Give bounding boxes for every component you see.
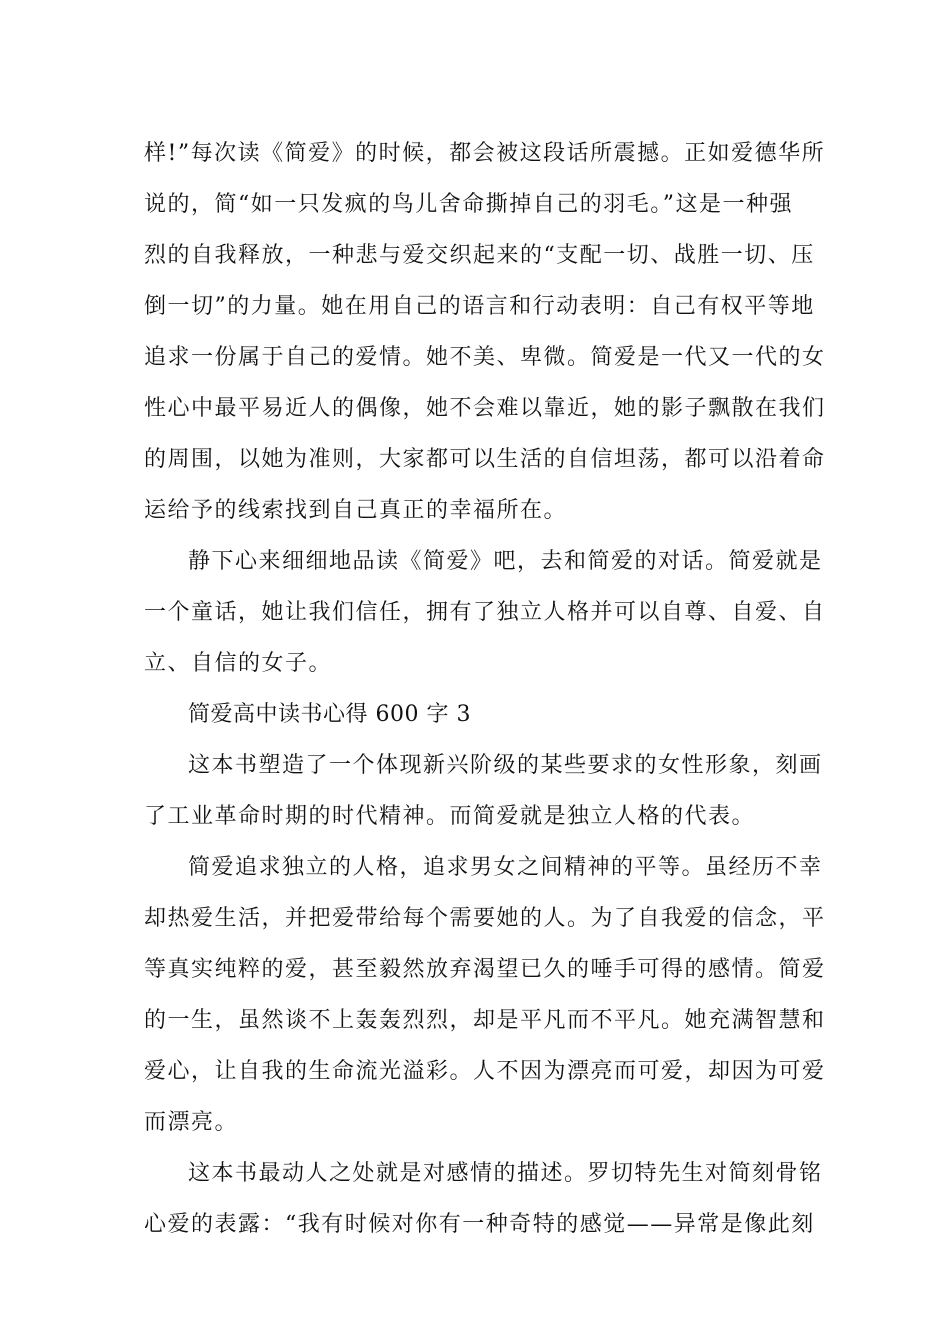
section-heading: 简爱高中读书心得 600 字 3 — [188, 702, 471, 727]
text-line: 而漂亮。 — [144, 1110, 239, 1135]
text-line: 追求一份属于自己的爱情。她不美、卑微。简爱是一代又一代的女 — [144, 345, 826, 370]
text-line: 等真实纯粹的爱，甚至毅然放弃渴望已久的唾手可得的感情。简爱 — [144, 957, 826, 982]
text-line: 这本书塑造了一个体现新兴阶级的某些要求的女性形象，刻画 — [188, 753, 823, 778]
text-line: 一个童话，她让我们信任，拥有了独立人格并可以自尊、自爱、自 — [144, 600, 826, 625]
text-line: 倒一切”的力量。她在用自己的语言和行动表明：自己有权平等地 — [144, 294, 815, 319]
text-line: 烈的自我释放，一种悲与爱交织起来的“支配一切、战胜一切、压 — [144, 243, 815, 268]
text-line: 了工业革命时期的时代精神。而简爱就是独立人格的代表。 — [144, 804, 756, 829]
text-line: 样!”每次读《简爱》的时候，都会被这段话所震撼。正如爱德华所 — [144, 141, 826, 166]
text-line: 的一生，虽然谈不上轰轰烈烈，却是平凡而不平凡。她充满智慧和 — [144, 1008, 826, 1033]
text-line: 说的，简“如一只发疯的鸟儿舍命撕掉自己的羽毛。”这是一种强 — [144, 192, 793, 217]
text-line: 性心中最平易近人的偶像，她不会难以靠近，她的影子飘散在我们 — [144, 396, 826, 421]
text-line: 爱心，让自我的生命流光溢彩。人不因为漂亮而可爱，却因为可爱 — [144, 1059, 826, 1084]
text-line: 这本书最动人之处就是对感情的描述。罗切特先生对简刻骨铭 — [188, 1161, 823, 1186]
text-line: 立、自信的女子。 — [144, 651, 333, 676]
text-line: 的周围，以她为准则，大家都可以生活的自信坦荡，都可以沿着命 — [144, 447, 826, 472]
text-line: 却热爱生活，并把爱带给每个需要她的人。为了自我爱的信念，平 — [144, 906, 826, 931]
text-line: 简爱追求独立的人格，追求男女之间精神的平等。虽经历不幸 — [188, 855, 823, 880]
text-line: 心爱的表露：“我有时候对你有一种奇特的感觉——异常是像此刻 — [144, 1212, 815, 1237]
text-line: 运给予的线索找到自己真正的幸福所在。 — [144, 498, 568, 523]
text-line: 静下心来细细地品读《简爱》吧，去和简爱的对话。简爱就是 — [188, 549, 823, 574]
